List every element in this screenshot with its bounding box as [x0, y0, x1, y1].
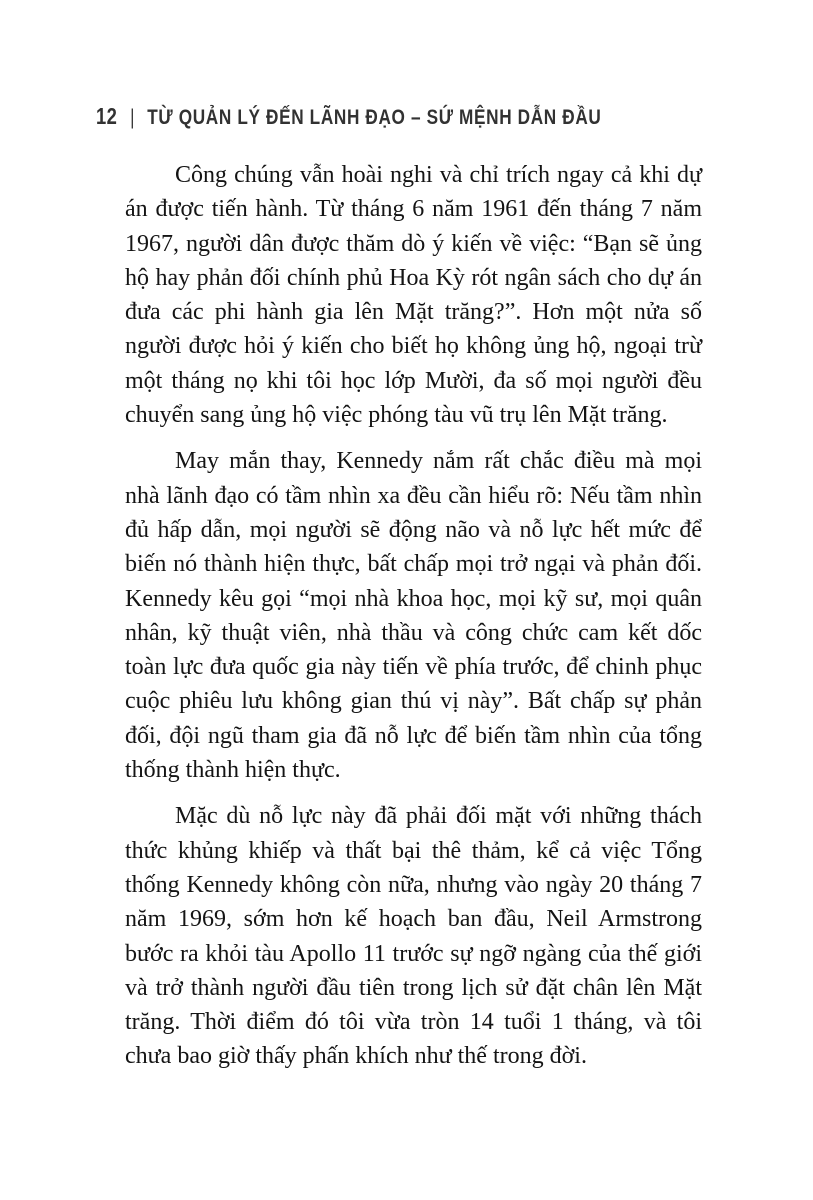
body-paragraph: Mặc dù nỗ lực này đã phải đối mặt với những thách thức khủng khiếp và thất bại thê thảm, kể cả việc Tổng thống Kennedy không còn nữa, nhưng vào ngày 20 tháng 7 năm 1969, sớm hơn kế hoạch ban đầu, Neil Armstrong bước ra khỏi tàu Apollo 11 trước sự ngỡ ngàng của thế giới và trở thành người đầu tiên trong lịch sử đặt chân lên Mặt trăng. Thời điểm đó tôi vừa tròn 14 tuổi 1 tháng, và tôi chưa bao giờ thấy phấn khích như thế trong đời. — [125, 803, 702, 1070]
header-separator: | — [130, 106, 135, 129]
page-number: 12 — [96, 103, 118, 129]
page-header — [96, 103, 601, 130]
running-title: TỪ QUẢN LÝ ĐẾN LÃNH ĐẠO – SỨ MỆNH DẪN ĐẦU — [147, 105, 602, 129]
page-body — [125, 158, 702, 1074]
body-paragraph: Công chúng vẫn hoài nghi và chỉ trích ngay cả khi dự án được tiến hành. Từ tháng 6 năm 1961 đến tháng 7 năm 1967, người dân được thăm dò ý kiến về việc: “Bạn sẽ ủng hộ hay phản đối chính phủ Hoa Kỳ rót ngân sách cho dự án đưa các phi hành gia lên Mặt trăng?”. Hơn một nửa số người được hỏi ý kiến cho biết họ không ủng hộ, ngoại trừ một tháng nọ khi tôi học lớp Mười, đa số mọi người đều chuyển sang ủng hộ việc phóng tàu vũ trụ lên Mặt trăng. — [125, 162, 702, 429]
body-paragraph: May mắn thay, Kennedy nắm rất chắc điều mà mọi nhà lãnh đạo có tầm nhìn xa đều cần hiểu rõ: Nếu tầm nhìn đủ hấp dẫn, mọi người sẽ động não và nỗ lực hết mức để biến nó thành hiện thực, bất chấp mọi trở ngại và phản đối. Kennedy kêu gọi “mọi nhà khoa học, mọi kỹ sư, mọi quân nhân, kỹ thuật viên, nhà thầu và công chức cam kết dốc toàn lực đưa quốc gia này tiến về phía trước, để chinh phục cuộc phiêu lưu không gian thú vị này”. Bất chấp sự phản đối, đội ngũ tham gia đã nỗ lực để biến tầm nhìn của tổng thống thành hiện thực. — [125, 448, 702, 784]
